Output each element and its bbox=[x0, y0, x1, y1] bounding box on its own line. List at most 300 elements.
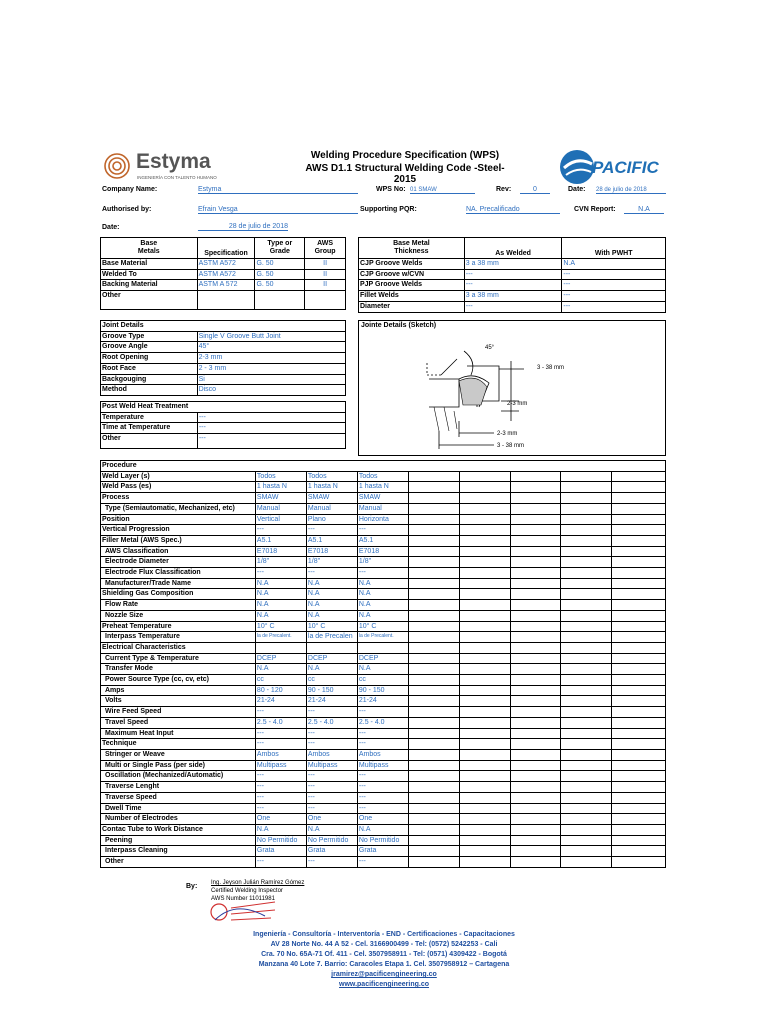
procedure-empty-cell bbox=[510, 792, 561, 803]
procedure-empty-cell bbox=[459, 493, 510, 504]
procedure-value: --- bbox=[306, 792, 357, 803]
table-row bbox=[101, 589, 666, 600]
procedure-empty-cell bbox=[612, 664, 666, 675]
table-row bbox=[101, 814, 666, 825]
procedure-table bbox=[100, 460, 666, 868]
doc-title-2: AWS D1.1 Structural Welding Code -Steel-2015 bbox=[305, 163, 505, 185]
procedure-value: --- bbox=[306, 857, 357, 868]
procedure-value: Todos bbox=[357, 471, 408, 482]
procedure-value: Todos bbox=[255, 471, 306, 482]
footer-line-cartagena: Manzana 40 Lote 7. Barrio: Caracoles Etapa 1. Cel. 3507958912 – Cartagena bbox=[258, 961, 510, 968]
procedure-empty-cell bbox=[510, 707, 561, 718]
procedure-label: Weld Layer (s) bbox=[101, 471, 256, 482]
estyma-logo-text: Estyma bbox=[136, 150, 211, 173]
table-row bbox=[101, 707, 666, 718]
procedure-empty-cell bbox=[510, 664, 561, 675]
procedure-empty-cell bbox=[408, 803, 459, 814]
procedure-empty-cell bbox=[561, 503, 612, 514]
procedure-empty-cell bbox=[510, 814, 561, 825]
procedure-value: --- bbox=[357, 739, 408, 750]
procedure-value: N.A bbox=[357, 610, 408, 621]
procedure-value bbox=[306, 642, 357, 653]
table-row bbox=[101, 728, 666, 739]
table-row bbox=[101, 546, 666, 557]
sketch-title: Jointe Details (Sketch) bbox=[361, 322, 437, 329]
procedure-empty-cell bbox=[408, 546, 459, 557]
procedure-value: --- bbox=[306, 803, 357, 814]
procedure-value: A5.1 bbox=[306, 535, 357, 546]
procedure-label: Wire Feed Speed bbox=[101, 707, 256, 718]
procedure-empty-cell bbox=[459, 600, 510, 611]
table-row bbox=[101, 824, 666, 835]
procedure-empty-cell bbox=[459, 717, 510, 728]
procedure-value: cc bbox=[255, 675, 306, 686]
procedure-empty-cell bbox=[459, 621, 510, 632]
procedure-empty-cell bbox=[612, 600, 666, 611]
procedure-empty-cell bbox=[408, 782, 459, 793]
procedure-empty-cell bbox=[408, 600, 459, 611]
date-value: 28 de julio de 2018 bbox=[198, 223, 288, 231]
base-header-1: Specification bbox=[197, 238, 255, 259]
procedure-empty-cell bbox=[408, 568, 459, 579]
procedure-empty-cell bbox=[612, 610, 666, 621]
table-row bbox=[101, 535, 666, 546]
procedure-value: Vertical bbox=[255, 514, 306, 525]
procedure-value: N.A bbox=[306, 664, 357, 675]
procedure-empty-cell bbox=[459, 632, 510, 643]
auth-label: Authorised by: bbox=[102, 206, 152, 213]
footer-line-services: Ingeniería - Consultoría - Interventoría - END - Certificaciones - Capacitaciones bbox=[253, 931, 515, 938]
procedure-empty-cell bbox=[459, 782, 510, 793]
procedure-value: N.A bbox=[357, 589, 408, 600]
procedure-empty-cell bbox=[459, 696, 510, 707]
fingerprint-icon bbox=[102, 150, 132, 182]
procedure-empty-cell bbox=[612, 857, 666, 868]
procedure-empty-cell bbox=[459, 503, 510, 514]
procedure-empty-cell bbox=[459, 675, 510, 686]
procedure-value: N.A bbox=[357, 578, 408, 589]
table-row: Diameter --- --- bbox=[359, 301, 666, 312]
table-row bbox=[101, 675, 666, 686]
procedure-value: --- bbox=[255, 782, 306, 793]
procedure-label: Other bbox=[101, 857, 256, 868]
sketch-dim-1: 3 - 38 mm bbox=[537, 365, 565, 371]
estyma-tagline: INGENIERÍA CON TALENTO HUMANO bbox=[137, 175, 217, 180]
procedure-value: One bbox=[306, 814, 357, 825]
procedure-empty-cell bbox=[561, 653, 612, 664]
procedure-value: --- bbox=[255, 728, 306, 739]
procedure-label: Maximum Heat Input bbox=[101, 728, 256, 739]
procedure-value: Horizonta bbox=[357, 514, 408, 525]
procedure-empty-cell bbox=[459, 846, 510, 857]
footer-website[interactable]: www.pacificengineering.co bbox=[339, 981, 429, 988]
table-row bbox=[101, 792, 666, 803]
procedure-empty-cell bbox=[561, 760, 612, 771]
procedure-label: Filler Metal (AWS Spec.) bbox=[101, 535, 256, 546]
procedure-empty-cell bbox=[459, 792, 510, 803]
table-row: Welded To ASTM A572 G. 50 II bbox=[101, 269, 346, 280]
cvn-value: N.A bbox=[624, 206, 664, 214]
procedure-empty-cell bbox=[510, 739, 561, 750]
footer-email[interactable]: jramirez@pacificengineering.co bbox=[331, 971, 437, 978]
procedure-empty-cell bbox=[408, 493, 459, 504]
procedure-label: Stringer or Weave bbox=[101, 749, 256, 760]
procedure-value: cc bbox=[357, 675, 408, 686]
procedure-empty-cell bbox=[510, 717, 561, 728]
table-row bbox=[101, 717, 666, 728]
procedure-empty-cell bbox=[408, 696, 459, 707]
procedure-value: DCEP bbox=[255, 653, 306, 664]
procedure-value: --- bbox=[255, 707, 306, 718]
table-row: CJP Groove Welds 3 a 38 mm N.A bbox=[359, 259, 666, 270]
procedure-value: Grata bbox=[357, 846, 408, 857]
procedure-empty-cell bbox=[459, 471, 510, 482]
procedure-label: Position bbox=[101, 514, 256, 525]
procedure-empty-cell bbox=[510, 514, 561, 525]
procedure-empty-cell bbox=[561, 589, 612, 600]
procedure-empty-cell bbox=[561, 717, 612, 728]
table-row: PJP Groove Welds --- --- bbox=[359, 280, 666, 291]
table-row bbox=[101, 653, 666, 664]
procedure-empty-cell bbox=[612, 535, 666, 546]
procedure-value: 2.5 - 4.0 bbox=[306, 717, 357, 728]
procedure-value: --- bbox=[255, 857, 306, 868]
rev-value: 0 bbox=[520, 186, 550, 194]
procedure-empty-cell bbox=[510, 846, 561, 857]
procedure-value: 1 hasta N bbox=[357, 482, 408, 493]
procedure-empty-cell bbox=[459, 857, 510, 868]
joint-sketch-box bbox=[358, 320, 666, 456]
procedure-label: Nozzle Size bbox=[101, 610, 256, 621]
procedure-empty-cell bbox=[510, 824, 561, 835]
procedure-empty-cell bbox=[408, 675, 459, 686]
table-row bbox=[101, 835, 666, 846]
procedure-value: --- bbox=[306, 525, 357, 536]
procedure-empty-cell bbox=[561, 514, 612, 525]
procedure-label: Traverse Speed bbox=[101, 792, 256, 803]
thk-header-2: With PWHT bbox=[562, 238, 666, 259]
table-row bbox=[101, 600, 666, 611]
pwht-table bbox=[100, 401, 346, 449]
procedure-value: N.A bbox=[255, 664, 306, 675]
procedure-empty-cell bbox=[510, 503, 561, 514]
procedure-value: N.A bbox=[255, 578, 306, 589]
procedure-value: A5.1 bbox=[357, 535, 408, 546]
signature-title: Certified Welding Inspector bbox=[211, 888, 283, 894]
procedure-empty-cell bbox=[612, 835, 666, 846]
procedure-label: Process bbox=[101, 493, 256, 504]
procedure-value: SMAW bbox=[306, 493, 357, 504]
procedure-empty-cell bbox=[612, 557, 666, 568]
procedure-empty-cell bbox=[408, 589, 459, 600]
procedure-value: N.A bbox=[357, 600, 408, 611]
signature-name: Ing. Jeyson Julián Ramírez Gómez bbox=[211, 880, 305, 886]
procedure-label: Peening bbox=[101, 835, 256, 846]
joint-details-table bbox=[100, 320, 346, 396]
procedure-label: Vertical Progression bbox=[101, 525, 256, 536]
procedure-empty-cell bbox=[612, 717, 666, 728]
sketch-angle-label: 45° bbox=[485, 345, 495, 351]
table-row: Root Face 2 - 3 mm bbox=[101, 363, 346, 374]
procedure-empty-cell bbox=[612, 760, 666, 771]
procedure-empty-cell bbox=[459, 814, 510, 825]
procedure-value: --- bbox=[357, 771, 408, 782]
procedure-empty-cell bbox=[408, 535, 459, 546]
procedure-value: la de Precalent. bbox=[357, 632, 408, 643]
table-row: Groove Angle 45° bbox=[101, 342, 346, 353]
pqr-value: NA. Precalificado bbox=[466, 206, 560, 214]
procedure-empty-cell bbox=[459, 749, 510, 760]
procedure-empty-cell bbox=[408, 846, 459, 857]
procedure-label: Manufacturer/Trade Name bbox=[101, 578, 256, 589]
procedure-value: --- bbox=[357, 707, 408, 718]
procedure-empty-cell bbox=[561, 739, 612, 750]
sketch-dim-2: 2-3 mm bbox=[507, 401, 528, 407]
table-row: Time at Temperature --- bbox=[101, 423, 346, 434]
procedure-empty-cell bbox=[408, 482, 459, 493]
table-row bbox=[101, 578, 666, 589]
procedure-value: 21-24 bbox=[255, 696, 306, 707]
procedure-value: 1 hasta N bbox=[306, 482, 357, 493]
procedure-empty-cell bbox=[510, 493, 561, 504]
procedure-empty-cell bbox=[510, 546, 561, 557]
table-row bbox=[101, 503, 666, 514]
procedure-value: Todos bbox=[306, 471, 357, 482]
procedure-label: Technique bbox=[101, 739, 256, 750]
table-row: Backgouging Si bbox=[101, 374, 346, 385]
procedure-value: N.A bbox=[306, 600, 357, 611]
procedure-empty-cell bbox=[510, 525, 561, 536]
table-row bbox=[101, 493, 666, 504]
procedure-value: 1/8" bbox=[255, 557, 306, 568]
table-row bbox=[101, 514, 666, 525]
procedure-value: --- bbox=[357, 803, 408, 814]
procedure-empty-cell bbox=[459, 557, 510, 568]
procedure-empty-cell bbox=[561, 471, 612, 482]
procedure-empty-cell bbox=[408, 503, 459, 514]
procedure-value: No Permitido bbox=[255, 835, 306, 846]
procedure-empty-cell bbox=[561, 642, 612, 653]
procedure-empty-cell bbox=[612, 824, 666, 835]
procedure-empty-cell bbox=[561, 664, 612, 675]
procedure-empty-cell bbox=[408, 578, 459, 589]
signature-block bbox=[205, 880, 325, 920]
table-row bbox=[101, 632, 666, 643]
procedure-value: One bbox=[357, 814, 408, 825]
table-row: Groove Type Single V Groove Butt Joint bbox=[101, 331, 346, 342]
procedure-empty-cell bbox=[612, 525, 666, 536]
procedure-value: N.A bbox=[306, 578, 357, 589]
procedure-label: Number of Electrodes bbox=[101, 814, 256, 825]
thickness-table bbox=[358, 237, 666, 313]
footer bbox=[160, 930, 608, 990]
procedure-label: Type (Semiautomatic, Mechanized, etc) bbox=[101, 503, 256, 514]
procedure-empty-cell bbox=[561, 535, 612, 546]
procedure-empty-cell bbox=[561, 846, 612, 857]
procedure-value: --- bbox=[306, 707, 357, 718]
procedure-empty-cell bbox=[510, 632, 561, 643]
table-row bbox=[101, 782, 666, 793]
procedure-value: N.A bbox=[306, 610, 357, 621]
procedure-empty-cell bbox=[408, 642, 459, 653]
procedure-empty-cell bbox=[561, 482, 612, 493]
procedure-label: Oscillation (Mechanized/Automatic) bbox=[101, 771, 256, 782]
procedure-value: la de Precalent. bbox=[255, 632, 306, 643]
procedure-empty-cell bbox=[510, 471, 561, 482]
procedure-empty-cell bbox=[459, 525, 510, 536]
procedure-empty-cell bbox=[510, 589, 561, 600]
procedure-empty-cell bbox=[612, 503, 666, 514]
auth-value: Efrain Vesga bbox=[198, 206, 358, 214]
procedure-empty-cell bbox=[510, 857, 561, 868]
procedure-empty-cell bbox=[459, 535, 510, 546]
table-row bbox=[101, 610, 666, 621]
table-row bbox=[101, 557, 666, 568]
procedure-empty-cell bbox=[561, 835, 612, 846]
procedure-value: N.A bbox=[255, 589, 306, 600]
procedure-empty-cell bbox=[561, 568, 612, 579]
procedure-value: 2.5 - 4.0 bbox=[357, 717, 408, 728]
procedure-empty-cell bbox=[510, 557, 561, 568]
procedure-empty-cell bbox=[612, 803, 666, 814]
table-row bbox=[101, 685, 666, 696]
pwht-title: Post Weld Heat Treatment bbox=[101, 402, 346, 413]
procedure-empty-cell bbox=[408, 792, 459, 803]
procedure-empty-cell bbox=[561, 792, 612, 803]
procedure-label: Preheat Temperature bbox=[101, 621, 256, 632]
procedure-empty-cell bbox=[408, 653, 459, 664]
procedure-empty-cell bbox=[459, 642, 510, 653]
procedure-value: N.A bbox=[306, 824, 357, 835]
procedure-empty-cell bbox=[612, 493, 666, 504]
table-row bbox=[101, 749, 666, 760]
procedure-empty-cell bbox=[510, 653, 561, 664]
procedure-empty-cell bbox=[510, 642, 561, 653]
procedure-empty-cell bbox=[459, 482, 510, 493]
procedure-value: --- bbox=[357, 525, 408, 536]
pqr-label: Supporting PQR: bbox=[360, 206, 417, 213]
procedure-label: Interpass Temperature bbox=[101, 632, 256, 643]
procedure-empty-cell bbox=[561, 557, 612, 568]
thk-header-1: As Welded bbox=[464, 238, 562, 259]
footer-line-bogota: Cra. 70 No. 65A-71 Of. 411 - Cel. 3507958911 - Tel: (0571) 4309422 - Bogotá bbox=[261, 951, 507, 958]
procedure-label: Weld Pass (es) bbox=[101, 482, 256, 493]
procedure-empty-cell bbox=[408, 771, 459, 782]
inspector-stamp-icon bbox=[205, 898, 285, 928]
procedure-value bbox=[357, 642, 408, 653]
procedure-value: N.A bbox=[255, 824, 306, 835]
procedure-empty-cell bbox=[510, 482, 561, 493]
procedure-empty-cell bbox=[408, 664, 459, 675]
procedure-value: --- bbox=[306, 782, 357, 793]
procedure-value: 10° C bbox=[306, 621, 357, 632]
date-label-top: Date: bbox=[568, 186, 586, 193]
procedure-empty-cell bbox=[510, 568, 561, 579]
procedure-empty-cell bbox=[459, 610, 510, 621]
procedure-value: A5.1 bbox=[255, 535, 306, 546]
procedure-empty-cell bbox=[510, 749, 561, 760]
table-row: Other --- bbox=[101, 434, 346, 449]
procedure-value: Manual bbox=[255, 503, 306, 514]
procedure-value: --- bbox=[306, 568, 357, 579]
procedure-empty-cell bbox=[561, 803, 612, 814]
procedure-label: Electrode Flux Classification bbox=[101, 568, 256, 579]
table-row: Root Opening 2-3 mm bbox=[101, 353, 346, 364]
procedure-empty-cell bbox=[612, 578, 666, 589]
procedure-empty-cell bbox=[459, 803, 510, 814]
base-header-2: Type or Grade bbox=[255, 238, 305, 259]
procedure-value: Multipass bbox=[255, 760, 306, 771]
base-header-3: AWS Group bbox=[305, 238, 346, 259]
procedure-value: E7018 bbox=[357, 546, 408, 557]
procedure-value: No Permitido bbox=[357, 835, 408, 846]
procedure-value: Manual bbox=[306, 503, 357, 514]
procedure-empty-cell bbox=[459, 760, 510, 771]
procedure-empty-cell bbox=[612, 675, 666, 686]
procedure-empty-cell bbox=[561, 771, 612, 782]
footer-line-cali: AV 28 Norte No. 44 A 52 - Cel. 3166900499 - Tel: (0572) 5242253 - Cali bbox=[270, 941, 498, 948]
sketch-dim-4: 3 - 38 mm bbox=[497, 443, 525, 449]
procedure-empty-cell bbox=[408, 621, 459, 632]
pacific-logo bbox=[558, 148, 668, 186]
procedure-value: --- bbox=[357, 728, 408, 739]
procedure-value: cc bbox=[306, 675, 357, 686]
procedure-label: Power Source Type (cc, cv, etc) bbox=[101, 675, 256, 686]
rev-label: Rev: bbox=[496, 186, 512, 193]
procedure-label: Shielding Gas Composition bbox=[101, 589, 256, 600]
procedure-empty-cell bbox=[459, 568, 510, 579]
table-row: Base Material ASTM A572 G. 50 II bbox=[101, 259, 346, 270]
procedure-empty-cell bbox=[408, 557, 459, 568]
procedure-empty-cell bbox=[510, 782, 561, 793]
date-value-top: 28 de julio de 2018 bbox=[596, 187, 666, 194]
procedure-empty-cell bbox=[612, 792, 666, 803]
procedure-empty-cell bbox=[510, 621, 561, 632]
procedure-value: --- bbox=[357, 782, 408, 793]
procedure-empty-cell bbox=[561, 578, 612, 589]
procedure-empty-cell bbox=[459, 546, 510, 557]
procedure-label: Contac Tube to Work Distance bbox=[101, 824, 256, 835]
procedure-value: DCEP bbox=[357, 653, 408, 664]
procedure-empty-cell bbox=[612, 621, 666, 632]
procedure-empty-cell bbox=[612, 589, 666, 600]
procedure-empty-cell bbox=[408, 760, 459, 771]
by-label: By: bbox=[186, 883, 198, 890]
procedure-empty-cell bbox=[510, 728, 561, 739]
procedure-empty-cell bbox=[561, 685, 612, 696]
procedure-empty-cell bbox=[612, 482, 666, 493]
procedure-empty-cell bbox=[459, 664, 510, 675]
procedure-value: No Permitido bbox=[306, 835, 357, 846]
procedure-value: 90 - 150 bbox=[357, 685, 408, 696]
cvn-label: CVN Report: bbox=[574, 206, 616, 213]
procedure-empty-cell bbox=[408, 717, 459, 728]
procedure-empty-cell bbox=[459, 685, 510, 696]
procedure-value: 21-24 bbox=[306, 696, 357, 707]
table-row: Method Disco bbox=[101, 385, 346, 396]
signature-aws-number: AWS Number 11011981 bbox=[211, 896, 275, 902]
procedure-empty-cell bbox=[510, 696, 561, 707]
procedure-empty-cell bbox=[459, 514, 510, 525]
procedure-value: 80 - 120 bbox=[255, 685, 306, 696]
procedure-empty-cell bbox=[612, 749, 666, 760]
procedure-label: Volts bbox=[101, 696, 256, 707]
procedure-empty-cell bbox=[510, 675, 561, 686]
procedure-empty-cell bbox=[561, 525, 612, 536]
procedure-empty-cell bbox=[510, 600, 561, 611]
table-row bbox=[101, 803, 666, 814]
base-header-0: Base Metals bbox=[101, 238, 198, 259]
